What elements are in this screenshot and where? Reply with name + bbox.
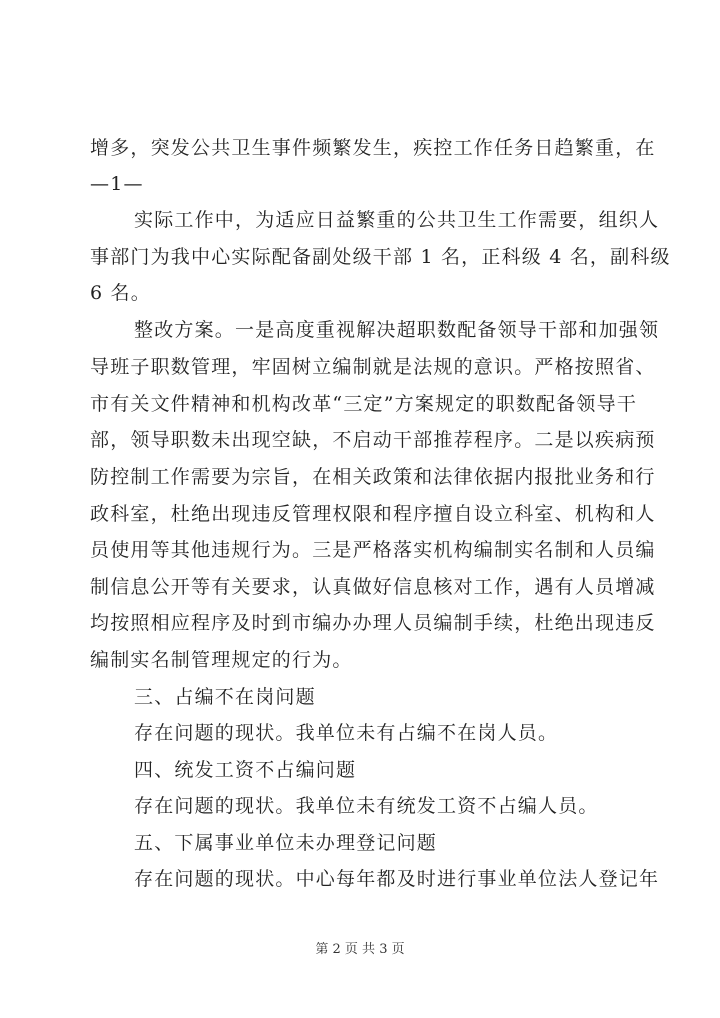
text-line: 市有关文件精神和机构改革“三定”方案规定的职数配备领导干 <box>90 393 638 415</box>
text-line: 三、占编不在岗问题 <box>134 686 316 708</box>
text-line: 存在问题的现状。我单位未有占编不在岗人员。 <box>134 722 559 744</box>
text-line: 存在问题的现状。中心每年都及时进行事业单位法人登记年 <box>134 868 660 890</box>
page-footer: 第 2 页 共 3 页 <box>315 942 405 957</box>
text-line: —1— <box>90 173 144 195</box>
text-line: 导班子职数管理，牢固树立编制就是法规的意识。严格按照省、 <box>90 356 656 378</box>
text-line: 四、统发工资不占编问题 <box>134 759 357 781</box>
text-line: 五、下属事业单位未办理登记问题 <box>134 832 438 854</box>
text-line: 存在问题的现状。我单位未有统发工资不占编人员。 <box>134 795 599 817</box>
text-line: 实际工作中，为适应日益繁重的公共卫生工作需要，组织人 <box>134 209 660 231</box>
text-line: 防控制工作需要为宗旨，在相关政策和法律依据内报批业务和行 <box>90 466 656 488</box>
text-line: 事部门为我中心实际配备副处级干部 1 名，正科级 4 名，副科级 <box>90 246 671 268</box>
text-line: 制信息公开等有关要求，认真做好信息核对工作，遇有人员增减 <box>90 576 656 598</box>
text-line: 员使用等其他违规行为。三是严格落实机构编制实名制和人员编 <box>90 539 656 561</box>
text-line: 编制实名制管理规定的行为。 <box>90 649 353 671</box>
text-line: 政科室，杜绝出现违反管理权限和程序擅自设立科室、机构和人 <box>90 503 656 525</box>
text-line: 部，领导职数未出现空缺，不启动干部推荐程序。二是以疾病预 <box>90 429 656 451</box>
text-line: 增多，突发公共卫生事件频繁发生，疾控工作任务日趋繁重，在 <box>90 137 656 159</box>
text-line: 6 名。 <box>90 282 151 304</box>
text-line: 均按照相应程序及时到市编办办理人员编制手续，杜绝出现违反 <box>90 612 656 634</box>
text-line: 整改方案。一是高度重视解决超职数配备领导干部和加强领 <box>134 319 660 341</box>
